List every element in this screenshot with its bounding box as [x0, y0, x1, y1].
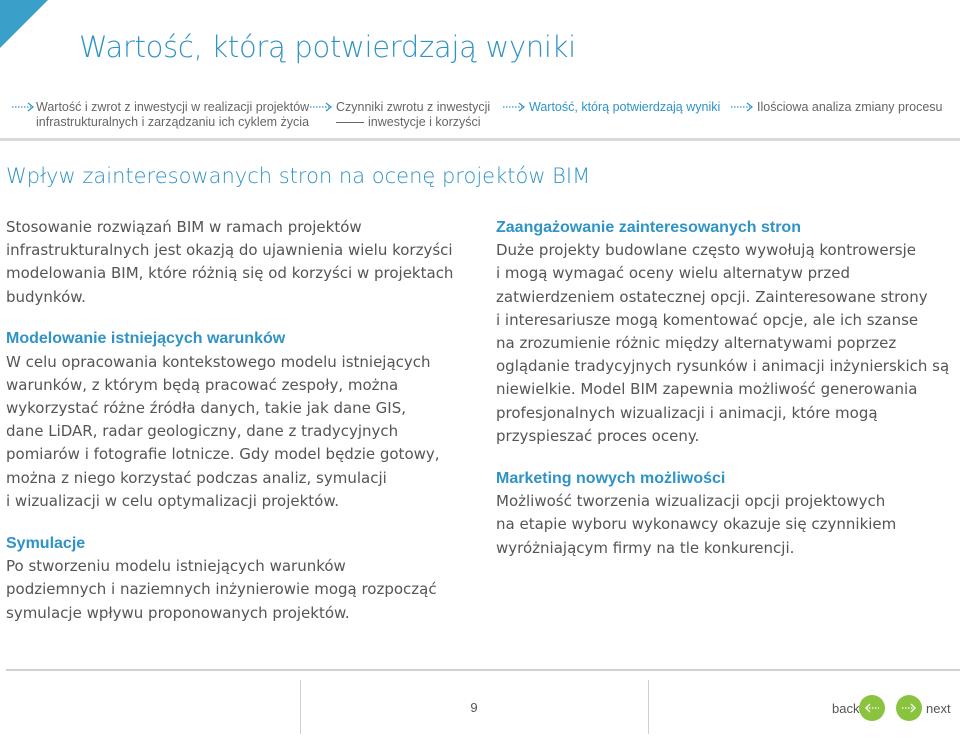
section-heading: Zaangażowanie zainteresowanych stron [496, 219, 801, 236]
text-line: i wizualizacji w celu optymalizacji projektów. [6, 491, 339, 510]
nav-item-value-roi[interactable] [36, 100, 309, 130]
footer-separator [300, 680, 301, 734]
text-line: Stosowanie rozwiązań BIM w ramach projektów [6, 218, 362, 236]
left-column [6, 216, 466, 625]
nav-item-label: Wartość, którą potwierdzają wyniki [529, 100, 721, 114]
back-button[interactable] [859, 695, 885, 721]
page-number: 9 [470, 700, 478, 715]
dash-icon [336, 122, 364, 123]
existing-conditions-section [6, 327, 466, 513]
text-line: na zrozumienie różnic między alternatywami poprzez [496, 334, 897, 353]
nav-item-label: Czynniki zwrotu z inwestycji [336, 100, 491, 114]
text-line: przyspieszać proces oceny. [496, 426, 700, 445]
text-line: podziemnych i naziemnych inżynierowie mogą rozpocząć [6, 580, 437, 599]
simulations-section [6, 532, 466, 625]
back-label[interactable]: back [832, 701, 860, 716]
dotted-arrow-icon [731, 102, 755, 112]
footer-separator [648, 680, 649, 734]
corner-accent [0, 0, 48, 48]
text-line: Możliwość tworzenia wizualizacji opcji projektowych [496, 492, 886, 511]
nav-item-label: Ilościowa analiza zmiany procesu [757, 100, 943, 114]
nav-item-label: Wartość i zwrot z inwestycji w realizacji projektów [36, 100, 310, 114]
text-line: profesjonalnych wizualizacji i animacji, które mogą [496, 403, 878, 422]
section-heading: Modelowanie istniejących warunków [6, 330, 286, 348]
section-heading: Symulacje [6, 534, 86, 552]
text-line: i mogą wymagać oceny wielu alternatyw przed [496, 264, 850, 283]
text-line: symulacje wpływu proponowanych projektów. [6, 603, 350, 622]
text-line: oglądanie tradycyjnych rysunków i animacji inżynierskich są [496, 357, 950, 376]
text-line: modelowania BIM, które różnią się od korzyści w projektach [6, 264, 454, 283]
text-line: warunków, z którym będą pracować zespoły, można [6, 375, 399, 394]
intro-paragraph [6, 216, 466, 309]
nav-item-proven-value[interactable] [529, 100, 720, 115]
text-line: dane LiDAR, radar geologiczny, dane z tradycyjnych [6, 422, 399, 441]
text-line: Po stworzeniu modelu istniejących warunków [6, 557, 346, 576]
text-line: i interesariusze mogą komentować opcje, ale ich szanse [496, 310, 919, 329]
dotted-arrow-icon [503, 102, 527, 112]
text-line: można z niego korzystać podczas analiz, symulacji [6, 468, 387, 487]
footer-divider [6, 669, 960, 671]
marketing-section [496, 467, 956, 560]
text-line: Duże projekty budowlane często wywołują kontrowersje [496, 241, 917, 260]
section-title: Wpływ zainteresowanych stron na ocenę projektów BIM [6, 164, 591, 188]
text-line: budynków. [6, 287, 86, 306]
text-line: wyróżniającym firmy na tle konkurencji. [496, 538, 795, 557]
dotted-arrow-icon [310, 102, 334, 112]
nav-item-roi-factors[interactable] [336, 100, 490, 130]
text-line: niewielkie. Model BIM zapewnia możliwość generowania [496, 380, 918, 399]
dotted-arrow-icon [12, 102, 36, 112]
section-heading: Marketing nowych możliwości [496, 470, 726, 488]
dotted-right-arrow-icon [896, 695, 922, 721]
breadcrumb-nav [0, 92, 960, 141]
page-title: Wartość, którą potwierdzają wyniki [79, 30, 576, 64]
text-line: na etapie wyboru wykonawcy okazuje się czynnikiem [496, 515, 897, 534]
nav-item-label: infrastrukturalnych i zarządzaniu ich cyklem życia [36, 115, 310, 129]
text-line: pomiarów i fotografie lotnicze. Gdy model będzie gotowy, [6, 445, 440, 464]
next-label[interactable]: next [926, 701, 951, 716]
text-line: W celu opracowania kontekstowego modelu istniejących [6, 352, 431, 371]
text-line: zatwierdzeniem ostatecznej opcji. Zainteresowane strony [496, 287, 928, 306]
nav-item-quantitative-analysis[interactable] [757, 100, 943, 115]
next-button[interactable] [896, 695, 922, 721]
dotted-left-arrow-icon [859, 695, 885, 721]
right-column [496, 216, 956, 560]
nav-item-label: inwestycje i korzyści [368, 115, 481, 129]
stakeholder-engagement-section [496, 216, 956, 448]
text-line: infrastrukturalnych jest okazją do ujawnienia wielu korzyści [6, 241, 453, 260]
dotted-arrow-icon [12, 196, 34, 206]
text-line: wykorzystać różne źródła danych, takie jak dane GIS, [6, 398, 406, 417]
